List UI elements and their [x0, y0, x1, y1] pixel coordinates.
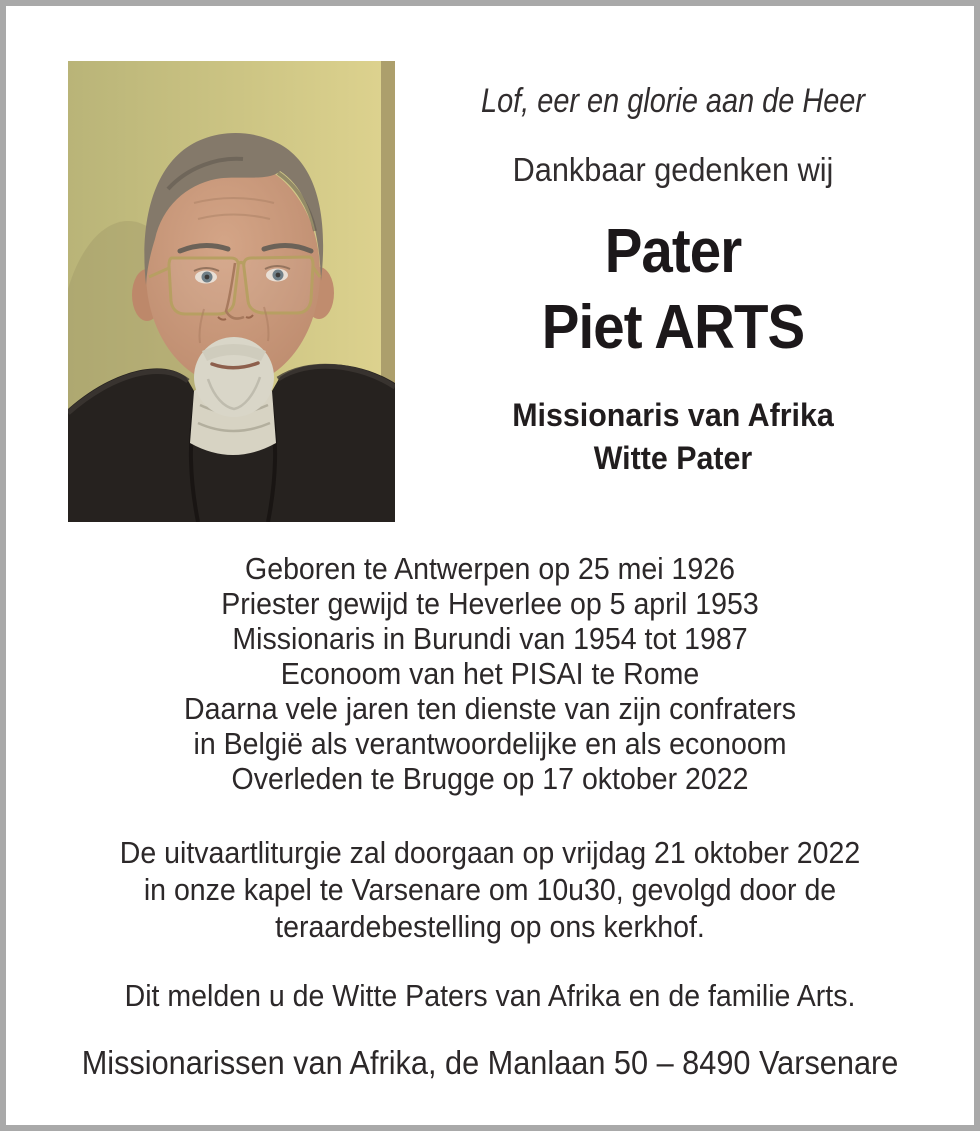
header-column	[398, 6, 948, 526]
funeral-line: in onze kapel te Varsenare om 10u30, gevolgd door de	[143, 872, 837, 907]
deceased-title: Pater	[604, 217, 742, 286]
biography-block	[45, 551, 936, 796]
role-line-1: Missionaris van Afrika	[512, 397, 834, 433]
address-line: Missionarissen van Afrika, de Manlaan 50 – 8490 Varsenare	[81, 1044, 899, 1081]
funeral-line: teraardebestelling op ons kerkhof.	[275, 909, 705, 944]
deceased-name	[423, 214, 924, 366]
biography-line: Geboren te Antwerpen op 25 mei 1926	[245, 551, 735, 586]
portrait-photo-drawing	[68, 61, 395, 522]
portrait-photo	[68, 61, 395, 522]
deceased-fullname: Piet ARTS	[541, 293, 805, 362]
motto-text: Lof, eer en glorie aan de Heer	[481, 82, 865, 120]
intro-text: Dankbaar gedenken wij	[512, 151, 834, 188]
biography-line: Overleden te Brugge op 17 oktober 2022	[231, 761, 749, 796]
funeral-line: De uitvaartliturgie zal doorgaan op vrijdag 21 oktober 2022	[119, 835, 861, 870]
funeral-details-block	[45, 834, 936, 945]
deceased-role	[412, 394, 935, 480]
biography-line: in België als verantwoordelijke en als econoom	[193, 726, 787, 761]
biography-line: Econoom van het PISAI te Rome	[280, 656, 700, 691]
biography-line: Priester gewijd te Heverlee op 5 april 1953	[221, 586, 759, 621]
role-line-2: Witte Pater	[593, 440, 753, 476]
biography-line: Missionaris in Burundi van 1954 tot 1987	[232, 621, 748, 656]
biography-line: Daarna vele jaren ten dienste van zijn confraters	[184, 691, 796, 726]
announcement-line: Dit melden u de Witte Paters van Afrika en de familie Arts.	[124, 978, 856, 1013]
